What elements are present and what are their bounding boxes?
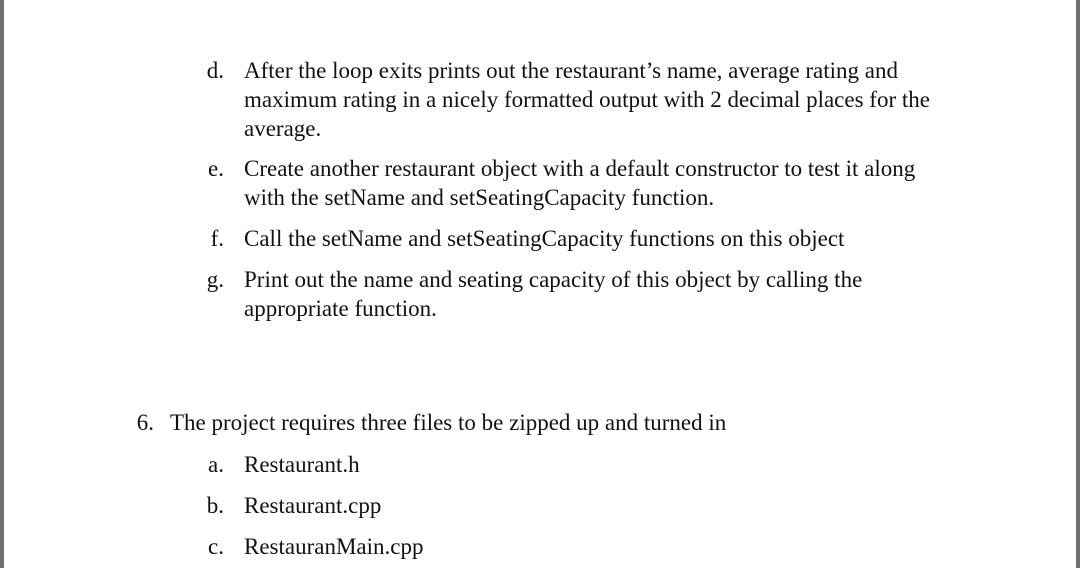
list-item-text [244,265,1004,323]
text-line: Create another restaurant object with a default constructor to test it along [244,156,916,181]
text-line: appropriate function. [244,296,437,321]
list-marker: 6. [136,410,154,435]
text-line: The project requires three files to be zipped up and turned in [170,410,727,435]
list-marker: b. [206,493,224,518]
list-item-text [244,224,1004,253]
list-item-text [170,408,1030,437]
file-name: Restaurant.h [244,452,360,477]
list-item-text [244,56,1004,143]
text-line: After the loop exits prints out the restaurant’s name, average rating and [244,58,899,83]
list-marker: a. [208,452,224,477]
text-line: with the setName and setSeatingCapacity function. [244,185,715,210]
list-item-text [244,532,1004,561]
list-marker: f. [210,226,224,251]
list-marker: e. [208,156,224,181]
list-item-text [244,154,1004,212]
text-line: Print out the name and seating capacity of this object by calling the [244,267,863,292]
text-line: Call the setName and setSeatingCapacity functions on this object [244,226,845,251]
list-item-text [244,450,1004,479]
file-name: RestauranMain.cpp [244,534,424,559]
text-line: maximum rating in a nicely formatted output with 2 decimal places for the [244,87,930,112]
list-marker: c. [208,534,224,559]
file-name: Restaurant.cpp [244,493,382,518]
text-line: average. [244,116,322,141]
list-marker: d. [206,58,224,83]
list-item-text [244,491,1004,520]
list-marker: g. [206,267,224,292]
